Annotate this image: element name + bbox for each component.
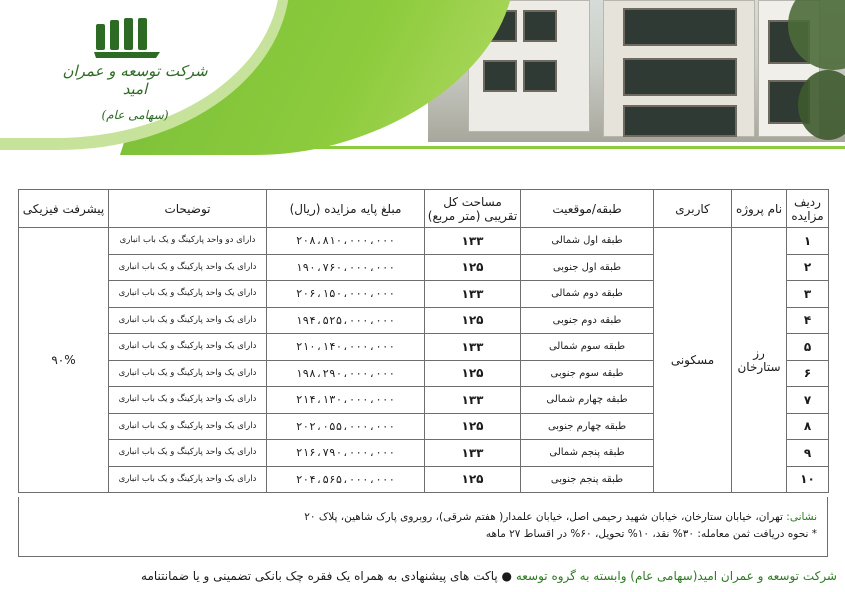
floor-cell: طبقه دوم شمالی xyxy=(521,281,654,308)
area-cell: ۱۲۵ xyxy=(425,413,521,440)
price-cell: ۱۹۰،۷۶۰،۰۰۰،۰۰۰ xyxy=(267,254,425,281)
description-cell: دارای دو واحد پارکینگ و یک باب انباری xyxy=(109,228,267,255)
col-header-description: توضیحات xyxy=(109,190,267,228)
area-cell: ۱۲۵ xyxy=(425,254,521,281)
row-number-cell: ۳ xyxy=(787,281,829,308)
floor-cell: طبقه پنجم جنوبی xyxy=(521,466,654,493)
description-cell: دارای یک واحد پارکینگ و یک باب انباری xyxy=(109,254,267,281)
row-number-cell: ۶ xyxy=(787,360,829,387)
payment-label: * نحوه دریافت ثمن معامله: xyxy=(697,528,817,540)
col-header-usage: کاربری xyxy=(654,190,732,228)
area-cell: ۱۳۳ xyxy=(425,440,521,467)
description-cell: دارای یک واحد پارکینگ و یک باب انباری xyxy=(109,360,267,387)
description-cell: دارای یک واحد پارکینگ و یک باب انباری xyxy=(109,466,267,493)
project-name-cell: رز ستارخان xyxy=(732,228,787,493)
footer-bid-text: ● پاکت های پیشنهادی به همراه یک فقره چک بانکی تضمینی و یا ضمانتنامه xyxy=(141,569,512,583)
header-divider xyxy=(300,146,845,149)
address-text: تهران، خیابان ستارخان، خیابان شهید رحیمی اصل، خیابان علمدار( هفتم شرقی)، روبروی پارک شاهین، پلاک ۲۰ xyxy=(304,511,783,523)
price-cell: ۲۰۶،۱۵۰،۰۰۰،۰۰۰ xyxy=(267,281,425,308)
price-cell: ۱۹۴،۵۲۵،۰۰۰،۰۰۰ xyxy=(267,307,425,334)
row-number-cell: ۱ xyxy=(787,228,829,255)
header-banner xyxy=(0,0,845,180)
usage-cell: مسکونی xyxy=(654,228,732,493)
description-cell: دارای یک واحد پارکینگ و یک باب انباری xyxy=(109,440,267,467)
payment-line xyxy=(29,526,817,543)
area-cell: ۱۳۳ xyxy=(425,387,521,414)
payment-text: ۳۰% نقد، ۱۰% تحویل، ۶۰% در اقساط ۲۷ ماهه xyxy=(485,528,695,540)
row-number-cell: ۵ xyxy=(787,334,829,361)
row-number-cell: ۴ xyxy=(787,307,829,334)
floor-cell: طبقه چهارم جنوبی xyxy=(521,413,654,440)
price-cell: ۲۰۲،۰۵۵،۰۰۰،۰۰۰ xyxy=(267,413,425,440)
floor-cell: طبقه اول جنوبی xyxy=(521,254,654,281)
floor-cell: طبقه چهارم شمالی xyxy=(521,387,654,414)
description-cell: دارای یک واحد پارکینگ و یک باب انباری xyxy=(109,281,267,308)
price-cell: ۲۱۶،۷۹۰،۰۰۰،۰۰۰ xyxy=(267,440,425,467)
address-label: نشانی: xyxy=(786,511,817,523)
footer-text xyxy=(0,568,845,584)
area-cell: ۱۲۵ xyxy=(425,307,521,334)
address-line xyxy=(29,509,817,526)
notes-box xyxy=(18,497,828,557)
table-header-row xyxy=(19,190,829,228)
col-header-row-no: ردیف مزایده xyxy=(787,190,829,228)
col-header-area: مساحت کل تقریبی (متر مربع) xyxy=(425,190,521,228)
table-row xyxy=(19,228,829,255)
area-cell: ۱۳۳ xyxy=(425,228,521,255)
progress-cell: ۹۰% xyxy=(19,228,109,493)
floor-cell: طبقه سوم جنوبی xyxy=(521,360,654,387)
area-cell: ۱۳۳ xyxy=(425,334,521,361)
auction-table xyxy=(18,189,829,493)
row-number-cell: ۲ xyxy=(787,254,829,281)
price-cell: ۲۰۴،۵۶۵،۰۰۰،۰۰۰ xyxy=(267,466,425,493)
floor-cell: طبقه پنجم شمالی xyxy=(521,440,654,467)
row-number-cell: ۹ xyxy=(787,440,829,467)
description-cell: دارای یک واحد پارکینگ و یک باب انباری xyxy=(109,307,267,334)
row-number-cell: ۷ xyxy=(787,387,829,414)
description-cell: دارای یک واحد پارکینگ و یک باب انباری xyxy=(109,334,267,361)
col-header-price: مبلغ پایه مزایده (ریال) xyxy=(267,190,425,228)
row-number-cell: ۸ xyxy=(787,413,829,440)
description-cell: دارای یک واحد پارکینگ و یک باب انباری xyxy=(109,413,267,440)
col-header-floor: طبقه/موقعیت xyxy=(521,190,654,228)
price-cell: ۱۹۸،۲۹۰،۰۰۰،۰۰۰ xyxy=(267,360,425,387)
price-cell: ۲۱۴،۱۳۰،۰۰۰،۰۰۰ xyxy=(267,387,425,414)
area-cell: ۱۳۳ xyxy=(425,281,521,308)
footer-company: شرکت توسعه و عمران امید(سهامی عام) وابسته به گروه توسعه xyxy=(515,569,837,583)
area-cell: ۱۲۵ xyxy=(425,466,521,493)
company-name: شرکت توسعه و عمران امید xyxy=(62,62,208,98)
row-number-cell: ۱۰ xyxy=(787,466,829,493)
area-cell: ۱۲۵ xyxy=(425,360,521,387)
description-cell: دارای یک واحد پارکینگ و یک باب انباری xyxy=(109,387,267,414)
col-header-project: نام پروژه xyxy=(732,190,787,228)
floor-cell: طبقه سوم شمالی xyxy=(521,334,654,361)
col-header-progress: پیشرفت فیزیکی xyxy=(19,190,109,228)
company-type: (سهامی عام) xyxy=(101,108,169,122)
floor-cell: طبقه اول شمالی xyxy=(521,228,654,255)
price-cell: ۲۰۸،۸۱۰،۰۰۰،۰۰۰ xyxy=(267,228,425,255)
price-cell: ۲۱۰،۱۴۰،۰۰۰،۰۰۰ xyxy=(267,334,425,361)
floor-cell: طبقه دوم جنوبی xyxy=(521,307,654,334)
bars-logo-icon xyxy=(90,16,170,60)
